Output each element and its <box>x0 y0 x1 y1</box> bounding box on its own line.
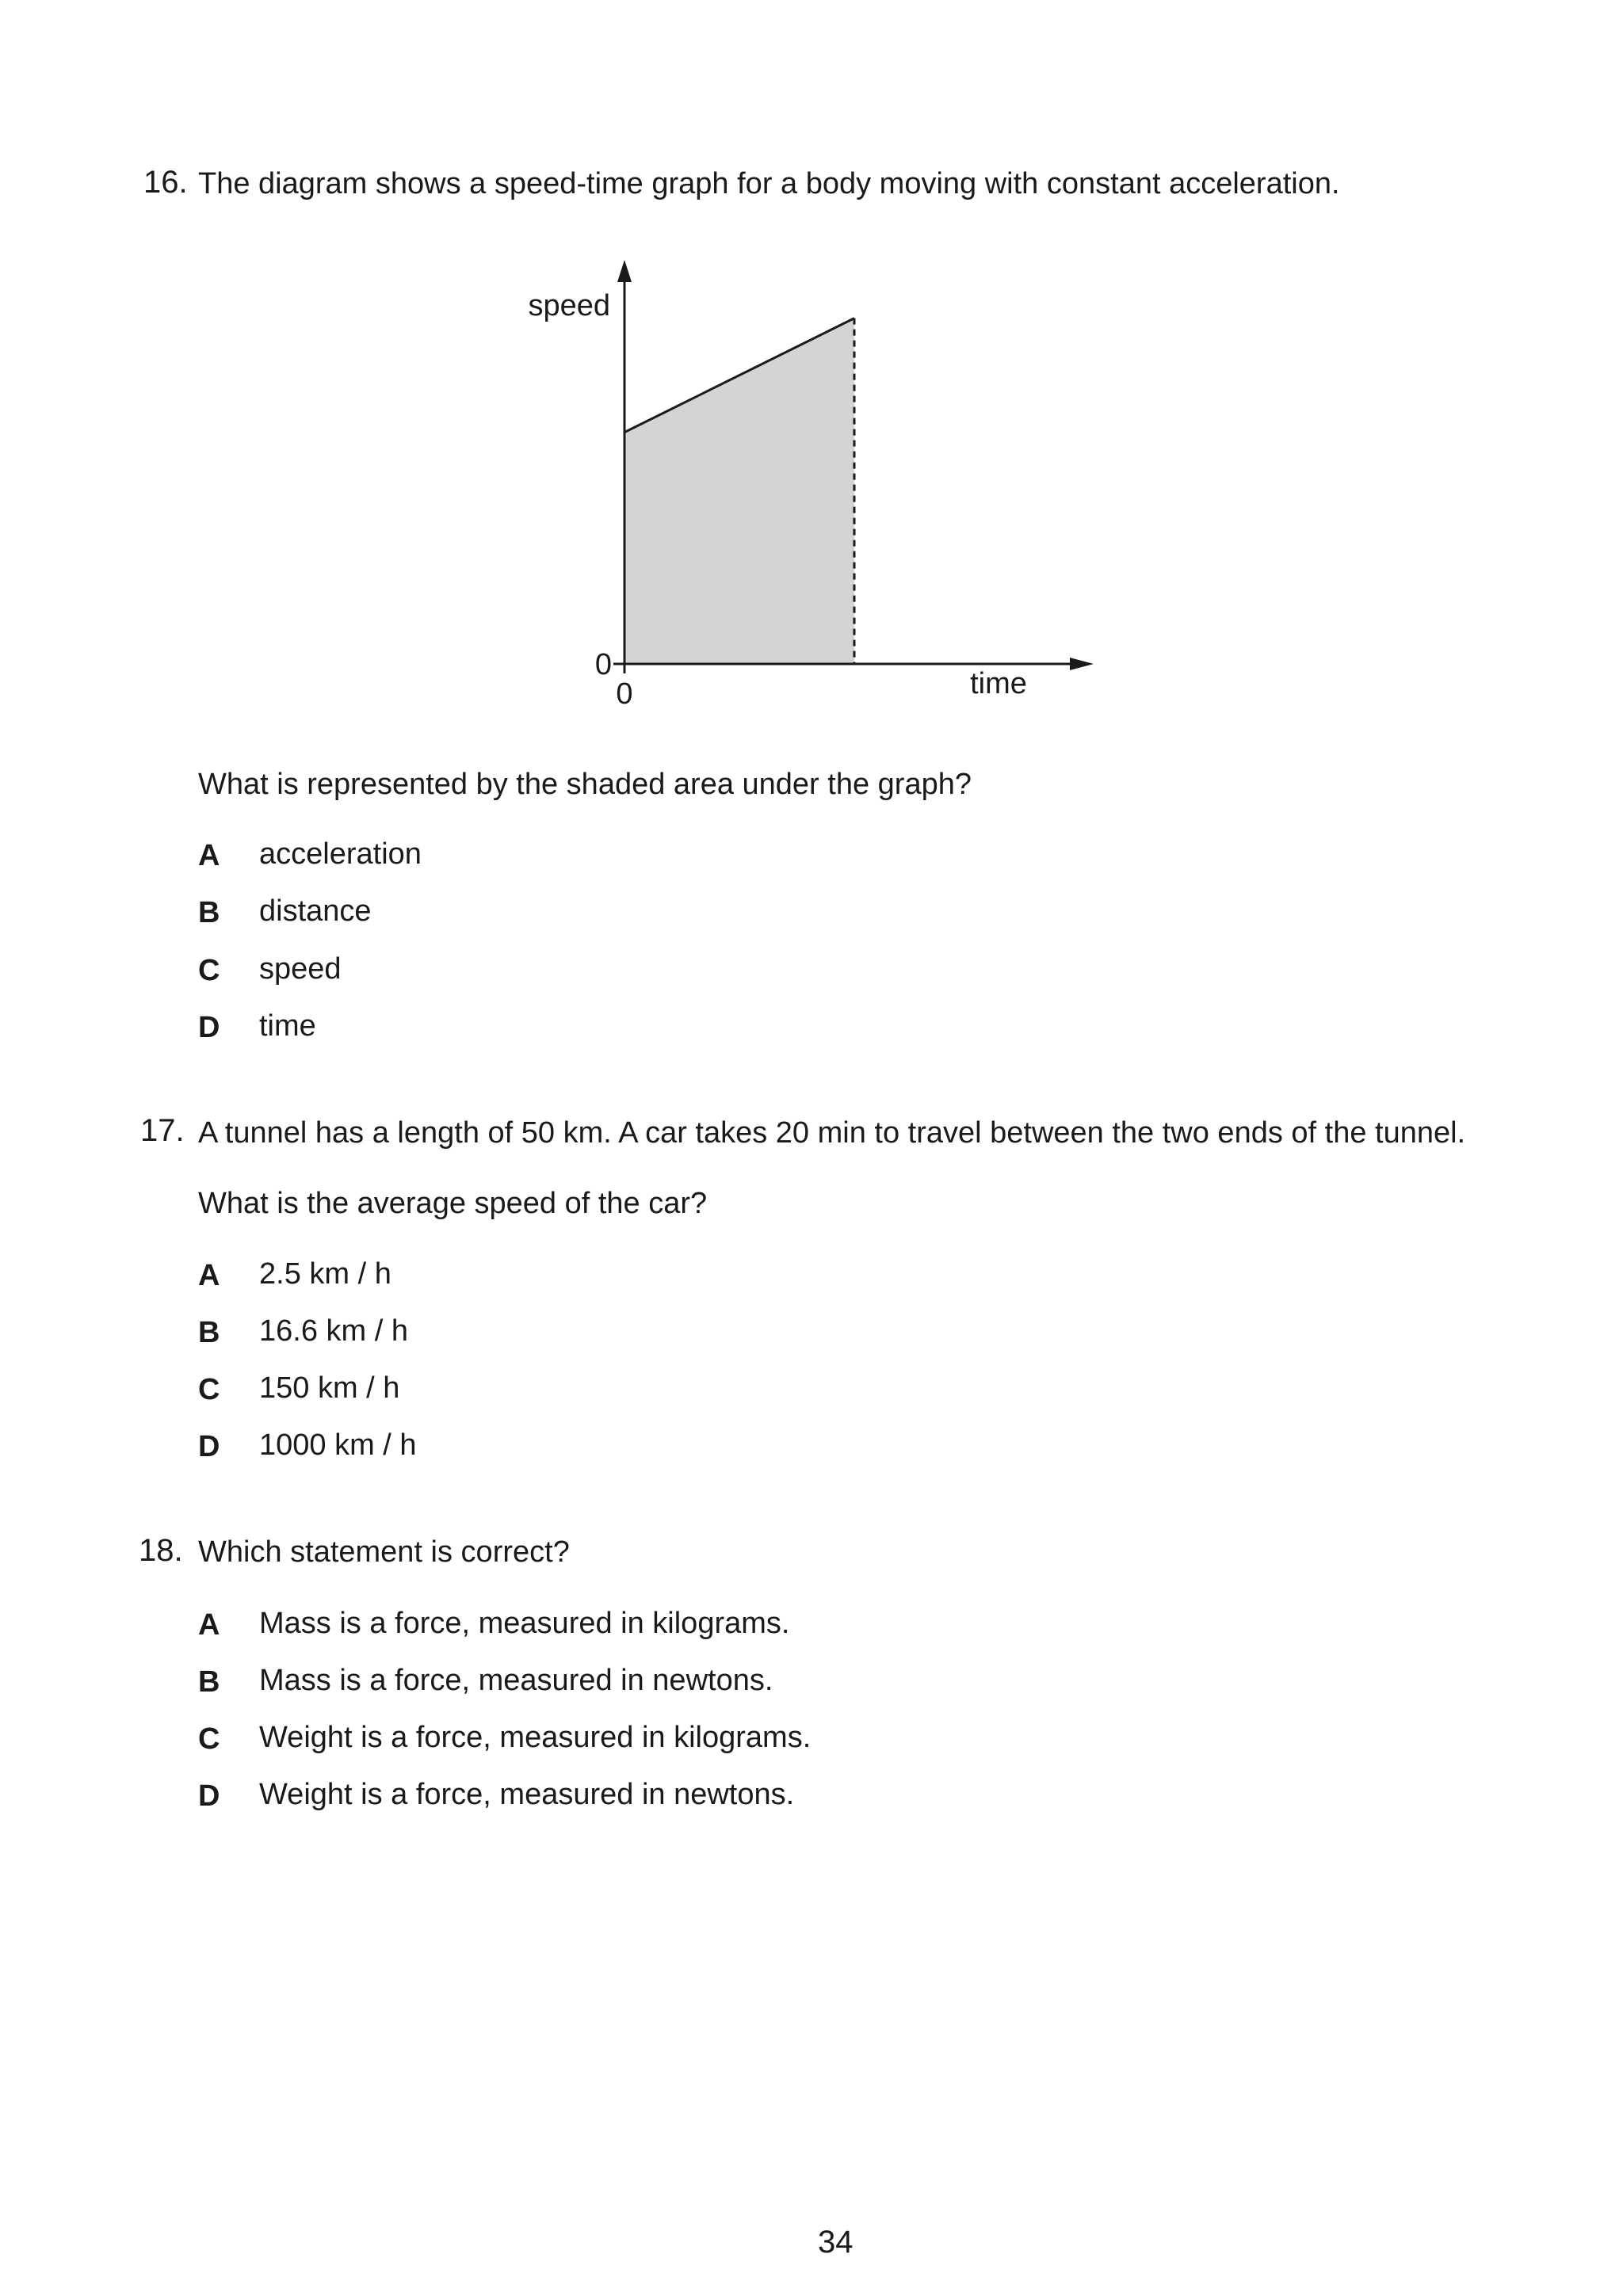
option-letter: A <box>198 839 220 872</box>
option-letter: C <box>198 1373 220 1406</box>
option-text: distance <box>259 894 372 928</box>
option-text: acceleration <box>259 837 422 871</box>
option-letter: A <box>198 1259 220 1292</box>
question-18-stem: Which statement is correct? <box>198 1535 570 1569</box>
option-text: speed <box>259 952 342 986</box>
question-17-number: 17. <box>140 1113 185 1148</box>
option-letter: B <box>198 1665 220 1699</box>
option-text: 1000 km / h <box>259 1428 417 1462</box>
option-text: 16.6 km / h <box>259 1314 408 1348</box>
option-text: Weight is a force, measured in kilograms. <box>259 1721 812 1754</box>
x-axis-arrowhead <box>1070 658 1094 670</box>
y-axis-arrowhead <box>617 260 632 282</box>
option-text: 150 km / h <box>259 1371 400 1405</box>
question-17-stem: A tunnel has a length of 50 km. A car takes 20 min to travel between the two ends of the tunnel. <box>198 1116 1466 1150</box>
option-letter: C <box>198 954 220 987</box>
shaded-area <box>624 318 854 664</box>
x-origin-label: 0 <box>616 677 633 711</box>
question-16-stem: The diagram shows a speed-time graph for a body moving with constant acceleration. <box>198 167 1340 200</box>
option-text: Weight is a force, measured in newtons. <box>259 1778 795 1811</box>
question-16-prompt: What is represented by the shaded area under the graph? <box>198 768 972 801</box>
question-18-number: 18. <box>139 1533 183 1568</box>
page-number: 34 <box>818 2225 854 2260</box>
option-text: Mass is a force, measured in newtons. <box>259 1664 773 1697</box>
option-letter: B <box>198 896 220 929</box>
option-letter: D <box>198 1430 220 1463</box>
option-letter: B <box>198 1316 220 1349</box>
question-16-number: 16. <box>143 165 188 200</box>
option-letter: D <box>198 1779 220 1813</box>
option-letter: A <box>198 1608 220 1642</box>
option-letter: C <box>198 1722 220 1756</box>
speed-time-graph <box>507 246 1109 721</box>
option-text: 2.5 km / h <box>259 1257 391 1291</box>
option-text: time <box>259 1009 316 1043</box>
x-axis-label: time <box>970 667 1027 700</box>
y-axis-label: speed <box>528 289 610 322</box>
option-letter: D <box>198 1011 220 1044</box>
option-text: Mass is a force, measured in kilograms. <box>259 1607 790 1640</box>
y-origin-label: 0 <box>594 648 612 681</box>
question-17-prompt: What is the average speed of the car? <box>198 1187 708 1220</box>
